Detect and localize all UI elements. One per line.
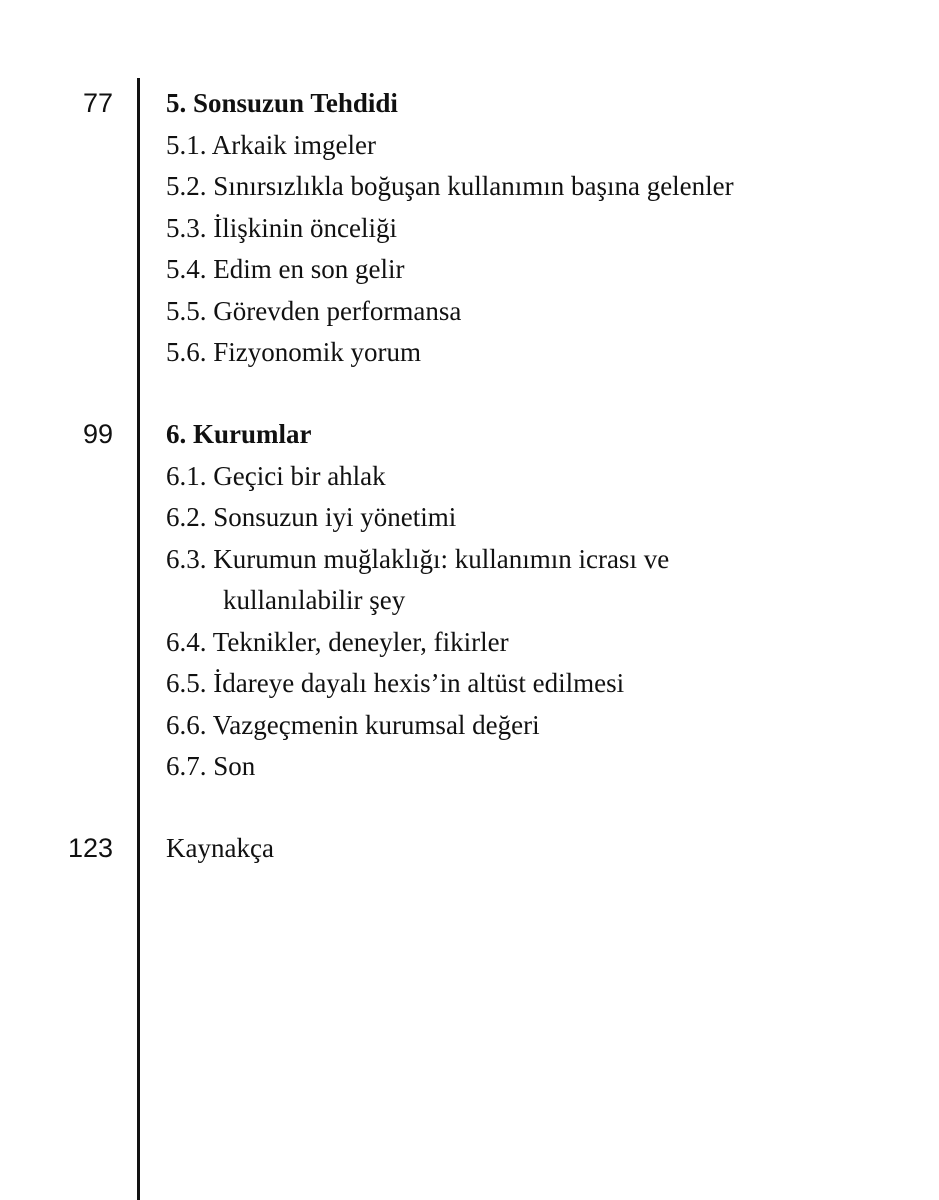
toc-item[interactable]: 5.1. Arkaik imgeler — [166, 129, 376, 160]
toc-item[interactable]: 6.1. Geçici bir ahlak — [166, 460, 386, 491]
toc-item-continuation[interactable]: kullanılabilir şey — [223, 585, 406, 615]
page-number: 99 — [82, 419, 113, 449]
toc-item[interactable]: 5.6. Fizyonomik yorum — [166, 337, 421, 367]
page-number: 77 — [82, 88, 113, 118]
toc-item[interactable]: 6.6. Vazgeçmenin kurumsal değeri — [166, 709, 540, 740]
toc-entries — [166, 414, 926, 788]
chapter-title[interactable]: 6. Kurumlar — [166, 419, 312, 449]
toc-entries — [166, 828, 926, 870]
vertical-rule — [137, 78, 140, 1200]
bibliography-title[interactable]: Kaynakça — [166, 833, 274, 863]
toc-item[interactable]: 6.3. Kurumun muğlaklığı: kullanımın icrası ve — [166, 543, 670, 574]
toc-item[interactable]: 6.5. İdareye dayalı hexis’in altüst edilmesi — [166, 668, 625, 698]
toc-item[interactable]: 5.2. Sınırsızlıkla boğuşan kullanımın başına gelenler — [166, 171, 734, 201]
toc-item[interactable]: 6.7. Son — [166, 751, 256, 781]
page-number: 123 — [67, 833, 113, 863]
toc-item[interactable]: 5.4. Edim en son gelir — [166, 254, 405, 284]
chapter-title[interactable]: 5. Sonsuzun Tehdidi — [166, 88, 398, 118]
toc-item[interactable]: 6.4. Teknikler, deneyler, fikirler — [166, 626, 509, 657]
toc-item[interactable]: 6.2. Sonsuzun iyi yönetimi — [166, 502, 457, 532]
toc-entries — [166, 83, 926, 374]
toc-item[interactable]: 5.3. İlişkinin önceliği — [166, 212, 397, 243]
toc-item[interactable]: 5.5. Görevden performansa — [166, 295, 462, 326]
